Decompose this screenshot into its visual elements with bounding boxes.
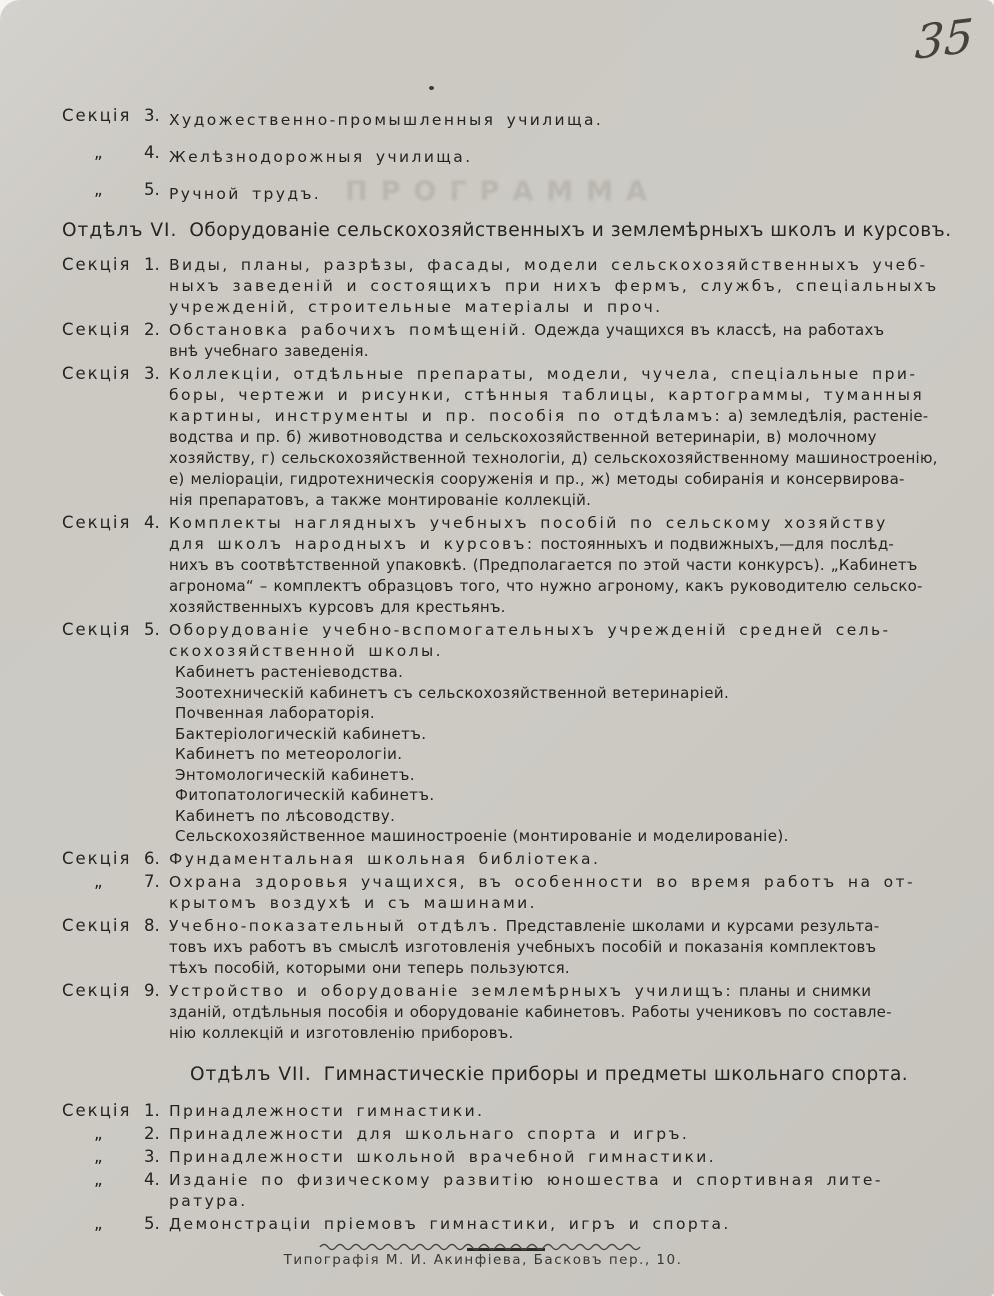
sub-list-item: Фитопатологическій кабинетъ.	[175, 786, 435, 804]
text-line	[169, 937, 942, 958]
section-row	[62, 849, 942, 870]
sub-list-item: Бактеріологическій кабинетъ.	[175, 724, 427, 743]
text-line	[169, 1214, 942, 1235]
text-segment: учрежденій, строительные матеріалы и проч.	[169, 298, 663, 316]
text-segment: нію коллекцій и изготовленію приборовъ.	[169, 1023, 514, 1042]
section-row	[62, 513, 942, 618]
section-row	[62, 1101, 942, 1122]
section-label: Секція	[62, 980, 132, 1000]
ditto-mark: „	[94, 1123, 103, 1143]
bleed-through-ghost-text: ПРОГРАММА	[345, 176, 660, 207]
section-row	[62, 916, 942, 979]
section-row	[62, 143, 942, 171]
section-number: 1.	[144, 1100, 160, 1120]
section-number: 3.	[144, 1146, 160, 1166]
section-row	[62, 255, 942, 318]
section-number: 5.	[144, 620, 160, 639]
section-text	[169, 513, 942, 618]
section-text	[169, 106, 942, 134]
section-label: Секція	[62, 255, 132, 274]
section-label: Секція	[62, 364, 132, 383]
text-segment: Обстановка рабочихъ помѣщеній.	[169, 321, 529, 339]
text-line	[169, 513, 942, 534]
sub-list-item: Почвенная лабораторія.	[175, 704, 376, 722]
section-text	[169, 872, 942, 914]
text-line	[169, 576, 942, 597]
text-line	[169, 406, 942, 427]
text-line	[169, 341, 942, 362]
section-number: 9.	[144, 980, 160, 1000]
text-line	[169, 1170, 942, 1191]
text-line	[169, 620, 942, 641]
sub-list-item: Сельскохозяйственное машиностроеніе (монтированіе и моделированіе).	[175, 827, 789, 845]
text-segment: нихъ въ соотвѣтственной упаковкѣ. (Предполагается по этой части конкурсъ). „Кабинетъ	[169, 556, 918, 574]
section-row	[62, 1170, 942, 1212]
sub-list-item: Зоотехническій кабинетъ съ сельскохозяйственной ветеринаріей.	[175, 683, 730, 702]
text-line	[169, 1101, 942, 1122]
ditto-mark: „	[94, 1213, 103, 1233]
text-line	[169, 1124, 942, 1145]
text-line	[169, 297, 942, 318]
text-line	[169, 143, 942, 171]
section-number: 2.	[144, 320, 160, 339]
section-label: Секція	[62, 106, 132, 125]
sub-list-item: Кабинетъ по метеорологіи.	[175, 745, 403, 763]
section-number: 3.	[144, 364, 160, 383]
text-line	[169, 981, 942, 1002]
section-text	[169, 620, 942, 847]
division-heading-text: Оборудованіе сельскохозяйственныхъ и землемѣрныхъ школъ и курсовъ.	[189, 220, 952, 241]
text-segment: хозяйственныхъ курсовъ для крестьянъ.	[169, 598, 506, 616]
wavy-rule	[318, 1242, 648, 1251]
text-line	[169, 1147, 942, 1168]
section-label: Секція	[62, 915, 132, 935]
document-body	[62, 106, 952, 1251]
section-label: Секція	[62, 513, 132, 532]
text-line	[169, 1002, 942, 1023]
text-line	[169, 1191, 942, 1212]
division-heading	[62, 220, 952, 241]
text-segment: Принадлежности гимнастики.	[169, 1101, 485, 1120]
text-segment: Оборудованіе учебно-вспомогательныхъ учрежденій средней сель-	[169, 621, 891, 639]
text-line	[169, 385, 942, 406]
text-line	[169, 958, 942, 979]
section-text	[169, 364, 942, 511]
text-segment: Представленіе школами и курсами результа-	[499, 916, 880, 935]
section-number: 4.	[144, 513, 160, 532]
section-row	[62, 981, 942, 1044]
section-number: 5.	[144, 1213, 160, 1233]
text-segment: картины, инструменты и пр. пособія по отдѣламъ:	[169, 407, 723, 425]
section-row	[62, 620, 942, 847]
text-line	[169, 1023, 942, 1044]
text-line	[169, 427, 942, 448]
text-segment: Художественно-промышленныя училища.	[169, 111, 604, 129]
section-row	[62, 364, 942, 511]
text-segment: внѣ учебнаго заведенія.	[169, 342, 369, 360]
text-segment: Фундаментальная школьная библіотека.	[169, 849, 601, 868]
text-segment: агронома“ – комплектъ образцовъ того, что нужно агроному, какъ руководителю сельско-	[169, 577, 923, 595]
section-row	[62, 320, 942, 362]
text-line	[169, 180, 942, 208]
section-number: 1.	[144, 255, 160, 274]
section-text	[169, 1214, 942, 1235]
text-segment: водства и пр. б) животноводства и сельскохозяйственной ветеринаріи, в) молочному	[169, 428, 877, 446]
section-row	[62, 872, 942, 914]
section-row	[62, 1214, 942, 1235]
text-line	[169, 490, 942, 511]
text-segment: планы и снимки	[733, 981, 872, 1000]
section-text	[169, 143, 942, 171]
sub-list-item: Кабинетъ по лѣсоводству.	[175, 806, 396, 825]
text-segment: е) меліораціи, гидротехническія сооруженія и пр., ж) методы собиранія и консервирова-	[169, 470, 905, 488]
section-number: 8.	[144, 915, 160, 935]
text-line	[169, 320, 942, 341]
text-segment: Коллекціи, отдѣльные препараты, модели, чучела, спеціальные при-	[169, 365, 918, 383]
section-label: Секція	[62, 1100, 132, 1120]
text-segment: Принадлежности для школьнаго спорта и игръ.	[169, 1124, 690, 1143]
text-segment: Желѣзнодорожныя училища.	[169, 148, 473, 166]
text-segment: Устройство и оборудованіе землемѣрныхъ училищъ:	[169, 981, 734, 1000]
section-text	[169, 320, 942, 362]
division-heading	[190, 1064, 942, 1085]
section-number: 4.	[144, 143, 160, 162]
text-line	[169, 872, 942, 893]
text-segment: товъ ихъ работъ въ смыслѣ изготовленія учебныхъ пособій и показанія комплектовъ	[169, 937, 877, 956]
ditto-mark: „	[94, 143, 103, 162]
text-line	[169, 597, 942, 618]
ditto-mark: „	[94, 1169, 103, 1189]
text-line	[169, 849, 942, 870]
section-number: 6.	[144, 848, 160, 868]
text-segment: хозяйству, г) сельскохозяйственной технологіи, д) сельскохозяйственному машиностроенію,	[169, 449, 938, 467]
text-segment: Виды, планы, разрѣзы, фасады, модели сельскохозяйственныхъ учеб-	[169, 256, 928, 274]
text-line	[169, 364, 942, 385]
section-text	[169, 916, 942, 979]
handwritten-page-number: 35	[914, 8, 976, 70]
division-heading-text: Гимнастическіе приборы и предметы школьнаго спорта.	[323, 1063, 909, 1085]
text-segment: Комплекты наглядныхъ учебныхъ пособій по сельскому хозяйству	[169, 514, 888, 532]
text-segment: для школъ народныхъ и курсовъ:	[169, 535, 535, 553]
text-line	[169, 893, 942, 914]
text-segment: Охрана здоровья учащихся, въ особенности во время работъ на от-	[169, 872, 915, 891]
ditto-mark: „	[94, 180, 103, 199]
section-number: 2.	[144, 1123, 160, 1143]
section-row	[62, 106, 942, 134]
ditto-mark: „	[94, 1146, 103, 1166]
section-number: 5.	[144, 180, 160, 199]
section-text	[169, 255, 942, 318]
ditto-mark: „	[94, 871, 103, 891]
division-heading-label: Отдѣлъ VI.	[62, 220, 178, 241]
section-number: 3.	[144, 106, 160, 125]
section-text	[169, 1170, 942, 1212]
text-segment: нія препаратовъ, а также монтированіе коллекцій.	[169, 491, 592, 509]
section-label: Секція	[62, 848, 132, 868]
text-line	[169, 276, 942, 297]
text-line	[169, 534, 942, 555]
section-text	[169, 849, 942, 870]
text-segment: боры, чертежи и рисунки, стѣнныя таблицы, картограммы, туманныя	[169, 386, 925, 404]
text-line	[169, 448, 942, 469]
section-number: 7.	[144, 871, 160, 891]
section-row	[62, 1147, 942, 1168]
section-text	[169, 180, 942, 208]
imprint-footer	[0, 1242, 980, 1268]
text-segment: Ручной трудъ.	[169, 185, 322, 203]
text-segment: зданій, отдѣльныя пособія и оборудованіе кабинетовъ. Работы учениковъ по составле-	[169, 1002, 892, 1021]
section-row	[62, 180, 942, 208]
sub-list-item: Энтомологическій кабинетъ.	[175, 765, 415, 784]
text-line	[169, 106, 942, 134]
text-segment: а) земледѣлія, растеніе-	[722, 407, 929, 425]
text-segment: Учебно-показательный отдѣлъ.	[169, 916, 500, 935]
text-line	[169, 555, 942, 576]
text-line	[169, 255, 942, 276]
section-text	[169, 981, 942, 1044]
text-segment: тѣхъ пособій, которыми они теперь пользуются.	[169, 958, 570, 977]
section-label: Секція	[62, 620, 132, 639]
section-label: Секція	[62, 320, 132, 339]
text-line	[169, 916, 942, 937]
ink-speck	[429, 86, 434, 90]
section-text	[169, 1124, 942, 1145]
text-segment: скохозяйственной школы.	[169, 642, 443, 660]
section-text	[169, 1147, 942, 1168]
text-segment: ратура.	[169, 1191, 248, 1210]
division-heading-label: Отдѣлъ VII.	[190, 1063, 312, 1085]
sub-list-item: Кабинетъ растеніеводства.	[175, 663, 404, 681]
text-segment: Одежда учащихся въ классѣ, на работахъ	[528, 321, 885, 339]
section-row	[62, 1124, 942, 1145]
text-segment: Изданіе по физическому развитію юношества и спортивная лите-	[169, 1170, 883, 1189]
text-segment: крытомъ воздухѣ и съ машинами.	[169, 893, 537, 912]
text-line	[169, 469, 942, 490]
text-line	[169, 641, 942, 662]
section-number: 4.	[144, 1169, 160, 1189]
text-segment: ныхъ заведеній и состоящихъ при нихъ фермъ, службъ, спеціальныхъ	[169, 277, 939, 295]
imprint-text: Типографія М. И. Акинфіева, Басковъ пер., 10.	[283, 1252, 683, 1268]
section-text	[169, 1101, 942, 1122]
text-segment: Демонстраціи пріемовъ гимнастики, игръ и спорта.	[169, 1214, 731, 1233]
text-segment: постоянныхъ и подвижныхъ,—для послѣд-	[534, 535, 895, 553]
text-segment: Принадлежности школьной врачебной гимнастики.	[169, 1147, 717, 1166]
